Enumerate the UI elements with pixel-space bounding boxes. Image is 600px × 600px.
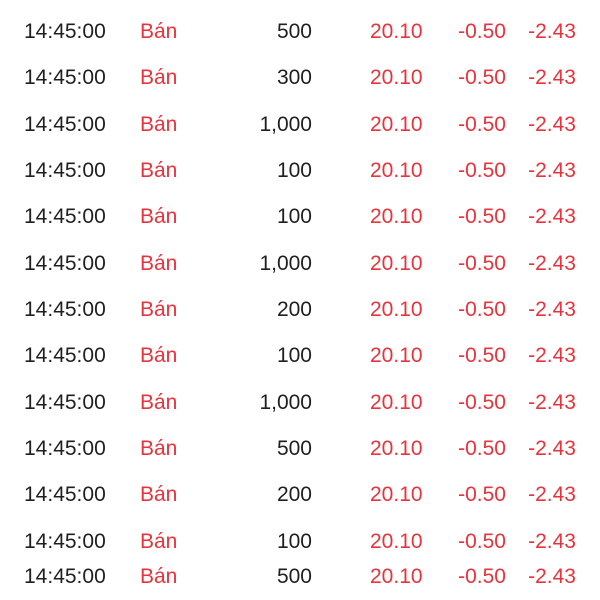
trade-row[interactable] — [0, 287, 600, 333]
trade-change: -0.50 — [458, 20, 506, 43]
trade-price: 20.10 — [370, 530, 423, 553]
trade-volume: 200 — [276, 298, 312, 321]
trade-change-percent: -2.43 — [528, 437, 576, 460]
trade-volume: 100 — [276, 344, 312, 367]
trade-volume: 500 — [276, 20, 312, 43]
trade-time: 14:45:00 — [24, 252, 106, 275]
trade-side: Bán — [140, 530, 178, 553]
trade-change-percent: -2.43 — [528, 298, 576, 321]
trade-row[interactable] — [0, 9, 600, 55]
trade-side: Bán — [140, 66, 178, 89]
trade-change: -0.50 — [458, 298, 506, 321]
trade-change: -0.50 — [458, 159, 506, 182]
trade-volume: 500 — [276, 565, 312, 588]
trade-change: -0.50 — [458, 66, 506, 89]
trade-change-percent: -2.43 — [528, 159, 576, 182]
trade-price: 20.10 — [370, 391, 423, 414]
trade-row[interactable] — [0, 55, 600, 101]
trade-change-percent: -2.43 — [528, 530, 576, 553]
trade-row[interactable] — [0, 102, 600, 148]
trade-change: -0.50 — [458, 205, 506, 228]
trade-side: Bán — [140, 565, 178, 588]
trade-volume: 100 — [276, 205, 312, 228]
trade-time: 14:45:00 — [24, 391, 106, 414]
trade-change: -0.50 — [458, 437, 506, 460]
trade-change: -0.50 — [458, 252, 506, 275]
trade-time: 14:45:00 — [24, 205, 106, 228]
trade-time: 14:45:00 — [24, 159, 106, 182]
trade-row[interactable] — [0, 426, 600, 472]
trade-volume: 500 — [276, 437, 312, 460]
trade-volume: 1,000 — [259, 113, 312, 136]
trade-change-percent: -2.43 — [528, 113, 576, 136]
trade-change-percent: -2.43 — [528, 66, 576, 89]
trade-change-percent: -2.43 — [528, 483, 576, 506]
trade-change-percent: -2.43 — [528, 252, 576, 275]
trade-volume: 100 — [276, 159, 312, 182]
trade-price: 20.10 — [370, 20, 423, 43]
trade-volume: 1,000 — [259, 252, 312, 275]
trade-volume: 300 — [276, 66, 312, 89]
trade-side: Bán — [140, 205, 178, 228]
trade-change-percent: -2.43 — [528, 20, 576, 43]
trade-change-percent: -2.43 — [528, 344, 576, 367]
trade-change: -0.50 — [458, 483, 506, 506]
trade-volume: 200 — [276, 483, 312, 506]
trade-price: 20.10 — [370, 298, 423, 321]
trade-volume: 100 — [276, 530, 312, 553]
trade-side: Bán — [140, 20, 178, 43]
trade-row[interactable] — [0, 241, 600, 287]
trade-time: 14:45:00 — [24, 437, 106, 460]
trade-time: 14:45:00 — [24, 66, 106, 89]
trade-price: 20.10 — [370, 252, 423, 275]
trade-side: Bán — [140, 159, 178, 182]
trade-row[interactable] — [0, 472, 600, 518]
trade-price: 20.10 — [370, 66, 423, 89]
trade-time: 14:45:00 — [24, 113, 106, 136]
trade-side: Bán — [140, 344, 178, 367]
trade-price: 20.10 — [370, 159, 423, 182]
trade-price: 20.10 — [370, 565, 423, 588]
trade-change: -0.50 — [458, 565, 506, 588]
trade-side: Bán — [140, 113, 178, 136]
trade-time: 14:45:00 — [24, 344, 106, 367]
trade-time: 14:45:00 — [24, 565, 106, 588]
trade-change: -0.50 — [458, 530, 506, 553]
trade-change-percent: -2.43 — [528, 391, 576, 414]
trade-time: 14:45:00 — [24, 483, 106, 506]
trade-change: -0.50 — [458, 391, 506, 414]
trade-change: -0.50 — [458, 344, 506, 367]
trade-time: 14:45:00 — [24, 298, 106, 321]
trade-row[interactable] — [0, 554, 600, 600]
trade-change-percent: -2.43 — [528, 565, 576, 588]
trade-side: Bán — [140, 391, 178, 414]
trade-change: -0.50 — [458, 113, 506, 136]
trade-price: 20.10 — [370, 113, 423, 136]
trade-side: Bán — [140, 437, 178, 460]
trade-row[interactable] — [0, 333, 600, 379]
trade-side: Bán — [140, 252, 178, 275]
trade-volume: 1,000 — [259, 391, 312, 414]
trade-side: Bán — [140, 298, 178, 321]
trade-change-percent: -2.43 — [528, 205, 576, 228]
trade-time: 14:45:00 — [24, 20, 106, 43]
trade-price: 20.10 — [370, 437, 423, 460]
trade-time: 14:45:00 — [24, 530, 106, 553]
trade-price: 20.10 — [370, 483, 423, 506]
trade-row[interactable] — [0, 148, 600, 194]
trade-price: 20.10 — [370, 205, 423, 228]
trade-row[interactable] — [0, 194, 600, 240]
trade-price: 20.10 — [370, 344, 423, 367]
trade-side: Bán — [140, 483, 178, 506]
trade-row[interactable] — [0, 380, 600, 426]
